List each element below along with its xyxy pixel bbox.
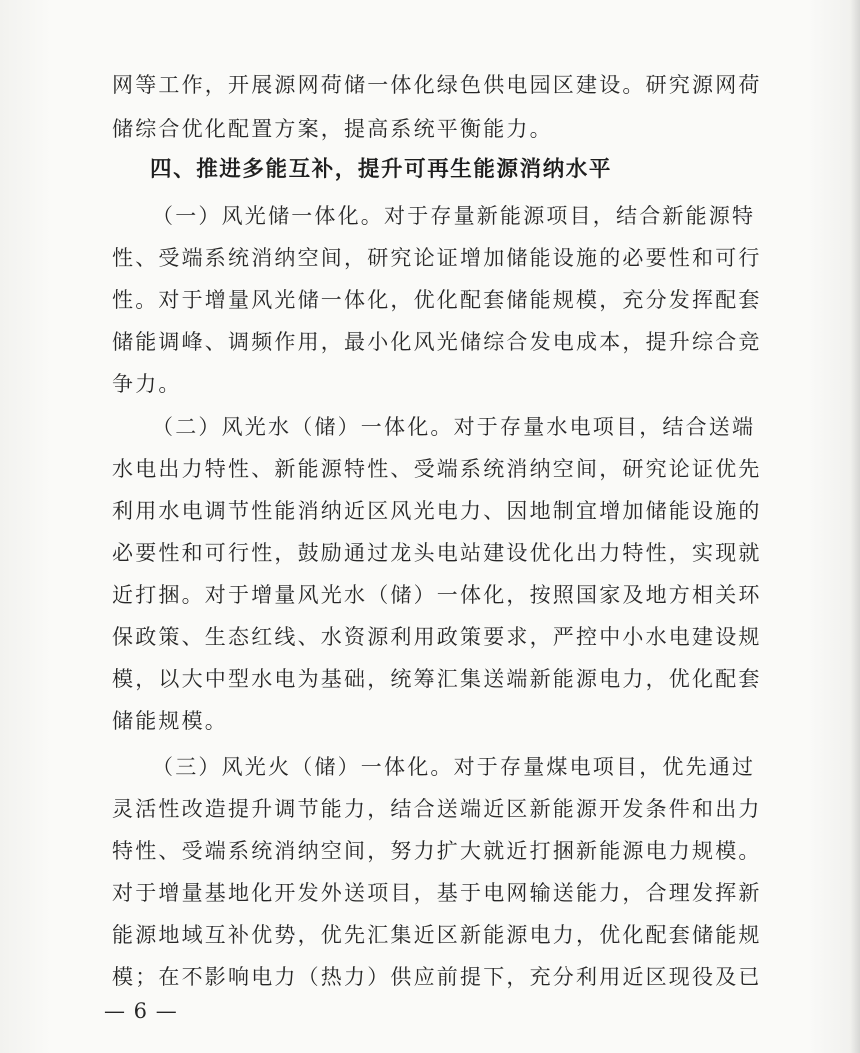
text-line: 特性、受端系统消纳空间，努力扩大就近打捆新能源电力规模。	[112, 839, 762, 863]
section-heading: 四、推进多能互补，提升可再生能源消纳水平	[150, 157, 613, 182]
text-line: （一）风光储一体化。对于存量新能源项目，结合新能源特	[152, 204, 756, 228]
text-line: 争力。	[112, 372, 182, 396]
text-line: 保政策、生态红线、水资源利用政策要求，严控中小水电建设规	[112, 625, 762, 649]
page-number: — 6 —	[104, 999, 178, 1023]
text-line: 能源地域互补优势，优先汇集近区新能源电力，优化配套储能规	[112, 923, 762, 947]
text-line: 必要性和可行性，鼓励通过龙头电站建设优化出力特性，实现就	[112, 541, 762, 565]
text-line: （二）风光水（储）一体化。对于存量水电项目，结合送端	[152, 415, 756, 439]
text-line: 模，以大中型水电为基础，统筹汇集送端新能源电力，优化配套	[112, 667, 762, 691]
text-line: 对于增量基地化开发外送项目，基于电网输送能力，合理发挥新	[112, 881, 762, 905]
text-line: 储能规模。	[112, 709, 228, 733]
text-line: （三）风光火（储）一体化。对于存量煤电项目，优先通过	[152, 755, 756, 779]
text-line: 近打捆。对于增量风光水（储）一体化，按照国家及地方相关环	[112, 583, 762, 607]
text-line: 利用水电调节性能消纳近区风光电力、因地制宜增加储能设施的	[112, 499, 762, 523]
text-line: 性。对于增量风光储一体化，优化配套储能规模，充分发挥配套	[112, 288, 762, 312]
text-line: 储能调峰、调频作用，最小化风光储综合发电成本，提升综合竞	[112, 330, 762, 354]
text-line: 性、受端系统消纳空间，研究论证增加储能设施的必要性和可行	[112, 246, 762, 270]
text-line: 水电出力特性、新能源特性、受端系统消纳空间，研究论证优先	[112, 457, 762, 481]
page-edge-shadow	[850, 0, 860, 1053]
text-line: 网等工作，开展源网荷储一体化绿色供电园区建设。研究源网荷	[112, 73, 762, 97]
text-line: 储综合优化配置方案，提高系统平衡能力。	[112, 117, 553, 141]
text-line: 模；在不影响电力（热力）供应前提下，充分利用近区现役及已	[112, 965, 762, 989]
text-line: 灵活性改造提升调节能力，结合送端近区新能源开发条件和出力	[112, 797, 762, 821]
